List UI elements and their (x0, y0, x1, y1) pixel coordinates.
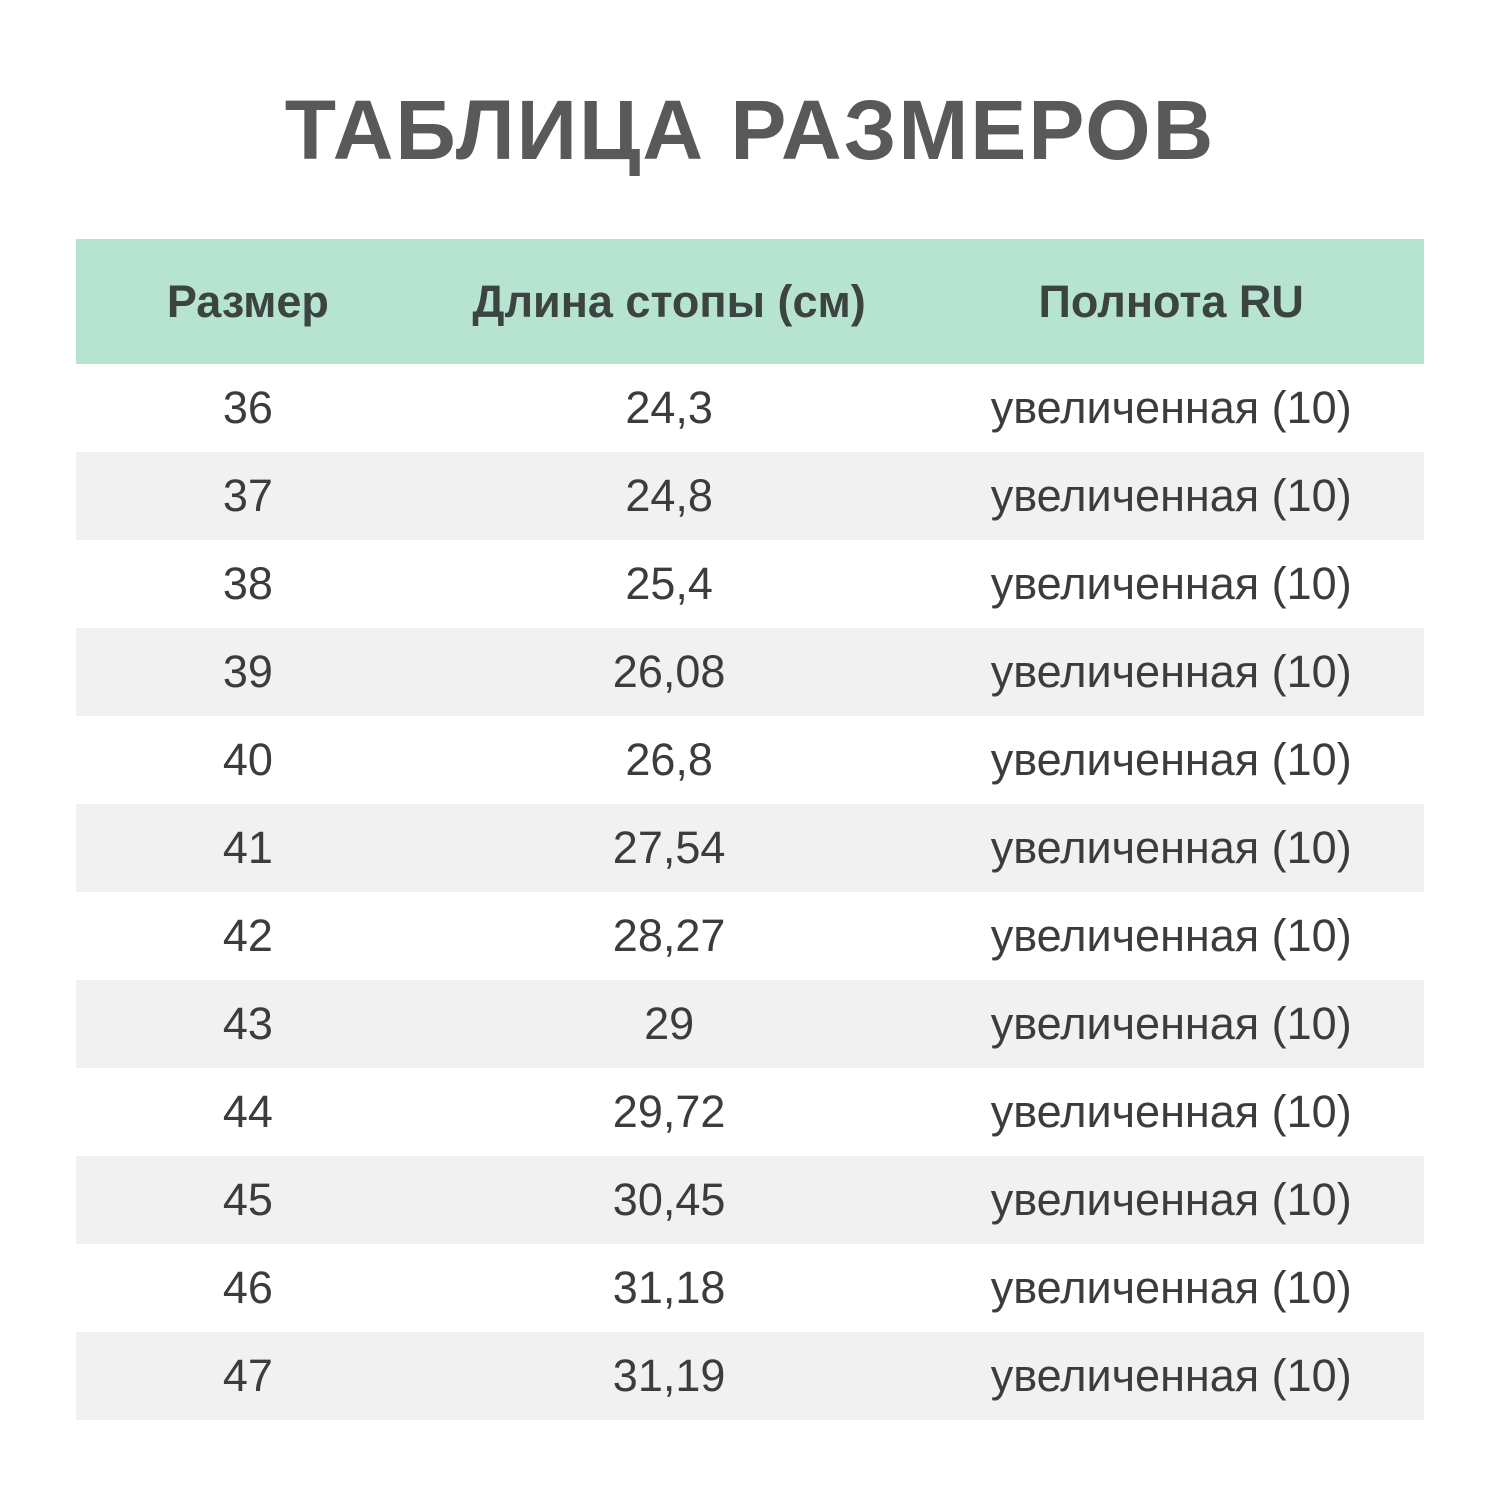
table-row (76, 364, 1424, 452)
table-row (76, 1068, 1424, 1156)
table-cell-foot-length: 28,27 (612, 910, 726, 962)
table-cell-size: 43 (222, 998, 273, 1050)
table-cell-fullness: увеличенная (10) (990, 998, 1352, 1050)
table-cell-fullness: увеличенная (10) (990, 646, 1352, 698)
table-cell-size: 38 (222, 558, 273, 610)
table-cell-size: 44 (222, 1086, 273, 1138)
table-cell-size: 47 (222, 1350, 273, 1402)
table-cell-size: 46 (222, 1262, 273, 1314)
table-row (76, 540, 1424, 628)
size-table (76, 239, 1424, 1420)
table-cell-size: 41 (222, 822, 273, 874)
table-cell-foot-length: 24,3 (625, 382, 713, 434)
table-cell-size: 36 (222, 382, 273, 434)
table-cell-size: 42 (222, 910, 273, 962)
table-cell-foot-length: 25,4 (625, 558, 713, 610)
table-row (76, 892, 1424, 980)
table-cell-fullness: увеличенная (10) (990, 1350, 1352, 1402)
table-cell-fullness: увеличенная (10) (990, 382, 1352, 434)
table-cell-foot-length: 29,72 (612, 1086, 726, 1138)
table-row (76, 452, 1424, 540)
table-cell-foot-length: 27,54 (612, 822, 726, 874)
table-cell-foot-length: 26,08 (612, 646, 726, 698)
table-cell-fullness: увеличенная (10) (990, 1262, 1352, 1314)
table-row (76, 804, 1424, 892)
table-cell-foot-length: 31,19 (612, 1350, 726, 1402)
table-row (76, 1156, 1424, 1244)
table-row (76, 1332, 1424, 1420)
table-cell-fullness: увеличенная (10) (990, 470, 1352, 522)
table-cell-fullness: увеличенная (10) (990, 1174, 1352, 1226)
table-cell-fullness: увеличенная (10) (990, 822, 1352, 874)
table-cell-size: 37 (222, 470, 273, 522)
table-header-row (76, 239, 1424, 364)
table-row (76, 980, 1424, 1068)
table-cell-size: 39 (222, 646, 273, 698)
page-title: ТАБЛИЦА РАЗМЕРОВ (284, 83, 1216, 177)
table-body (76, 364, 1424, 1420)
column-header-size: Размер (166, 275, 329, 327)
column-header-foot-length: Длина стопы (см) (472, 275, 866, 327)
table-cell-fullness: увеличенная (10) (990, 1086, 1352, 1138)
table-row (76, 1244, 1424, 1332)
table-cell-fullness: увеличенная (10) (990, 558, 1352, 610)
table-cell-foot-length: 29 (644, 998, 695, 1050)
column-header-fullness: Полнота RU (1038, 275, 1304, 327)
table-cell-foot-length: 24,8 (625, 470, 713, 522)
table-cell-foot-length: 26,8 (625, 734, 713, 786)
table-cell-foot-length: 31,18 (612, 1262, 726, 1314)
table-cell-fullness: увеличенная (10) (990, 910, 1352, 962)
table-row (76, 628, 1424, 716)
table-row (76, 716, 1424, 804)
table-cell-size: 45 (222, 1174, 273, 1226)
table-cell-foot-length: 30,45 (612, 1174, 726, 1226)
table-cell-fullness: увеличенная (10) (990, 734, 1352, 786)
table-cell-size: 40 (222, 734, 273, 786)
